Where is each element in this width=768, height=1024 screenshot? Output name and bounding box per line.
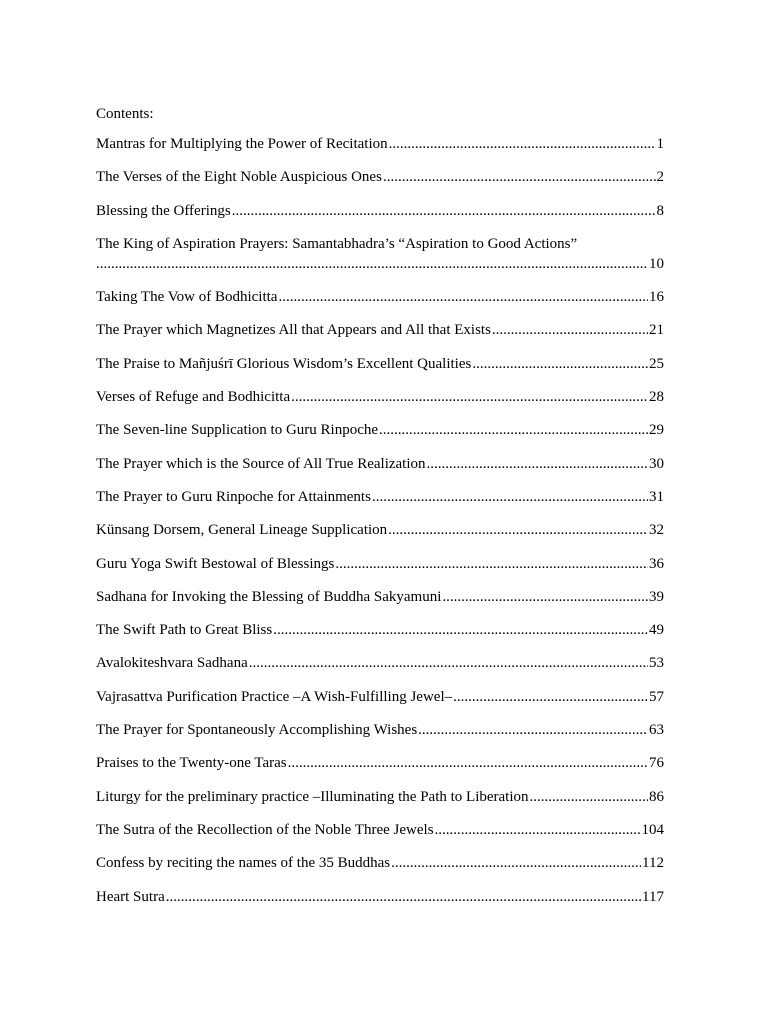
toc-entry[interactable] [96, 653, 664, 673]
toc-entry-page: 39 [649, 588, 664, 605]
toc-entry[interactable] [96, 387, 664, 407]
toc-entry-page: 32 [649, 522, 664, 539]
toc-entry-title: Vajrasattva Purification Practice –A Wish-Fulfilling Jewel– [96, 688, 453, 705]
toc-entry-title: Confess by reciting the names of the 35 Buddhas [96, 855, 391, 872]
contents-heading: Contents: [96, 106, 154, 122]
toc-entry-page: 25 [649, 355, 664, 372]
toc-entry-page: 31 [649, 488, 664, 505]
toc-dot-leader [288, 753, 648, 773]
toc-dot-leader [391, 853, 641, 873]
toc-entry-page: 57 [649, 688, 664, 705]
toc-entry-page: 2 [656, 169, 664, 186]
toc-dot-leader [335, 554, 648, 574]
toc-entry-page: 36 [649, 555, 664, 572]
toc-entry-title: The Verses of the Eight Noble Auspicious Ones [96, 169, 382, 186]
toc-entry-title: Verses of Refuge and Bodhicitta [96, 389, 291, 406]
toc-entry-page: 1 [656, 136, 664, 152]
toc-entry[interactable] [96, 320, 664, 340]
toc-entry[interactable] [96, 167, 664, 187]
toc-dot-leader [379, 420, 648, 440]
toc-dot-leader [435, 820, 641, 840]
toc-entry-title: The Prayer which Magnetizes All that Appears and All that Exists [96, 322, 491, 339]
toc-entry-title: The King of Aspiration Prayers: Samantabhadra’s “Aspiration to Good Actions” [96, 235, 578, 252]
toc-entry-page: 53 [649, 655, 664, 672]
toc-entry-page: 8 [656, 202, 664, 219]
toc-dot-leader [530, 787, 648, 807]
toc-entry[interactable] [96, 287, 664, 307]
toc-dot-leader [492, 320, 648, 340]
toc-dot-leader [389, 134, 656, 154]
toc-entry-title: Taking The Vow of Bodhicitta [96, 289, 278, 306]
toc-entry-title: Mantras for Multiplying the Power of Recitation [96, 136, 388, 152]
toc-entry[interactable] [96, 587, 664, 607]
toc-entry-title: The Prayer which is the Source of All True Realization [96, 455, 426, 472]
toc-entry-leader-line [96, 254, 664, 274]
toc-entry-page: 112 [642, 855, 664, 872]
toc-entry[interactable] [96, 687, 664, 707]
toc-entry-page: 49 [649, 622, 664, 639]
toc-entry-page: 10 [649, 255, 664, 272]
toc-entry-page: 76 [649, 755, 664, 772]
toc-dot-leader [232, 201, 656, 221]
toc-entry-title: Guru Yoga Swift Bestowal of Blessings [96, 555, 335, 572]
toc-dot-leader [383, 167, 656, 187]
toc-dot-leader [278, 287, 648, 307]
toc-dot-leader [273, 620, 648, 640]
toc-entry[interactable] [96, 520, 664, 540]
toc-dot-leader [166, 887, 641, 907]
toc-list [96, 134, 664, 907]
toc-entry-title: Künsang Dorsem, General Lineage Supplication [96, 522, 388, 539]
toc-entry[interactable] [96, 820, 664, 840]
toc-entry-page: 29 [649, 422, 664, 439]
toc-dot-leader [442, 587, 648, 607]
toc-entry-title: The Seven-line Supplication to Guru Rinpoche [96, 422, 379, 439]
toc-entry[interactable] [96, 887, 664, 907]
toc-entry-title: The Prayer for Spontaneously Accomplishing Wishes [96, 722, 418, 739]
toc-entry[interactable] [96, 853, 664, 873]
toc-entry-page: 30 [649, 455, 664, 472]
toc-entry[interactable] [96, 487, 664, 507]
toc-entry-title: The Prayer to Guru Rinpoche for Attainments [96, 488, 371, 505]
toc-entry-title: The Swift Path to Great Bliss [96, 622, 273, 639]
toc-entry[interactable] [96, 420, 664, 440]
toc-dot-leader [249, 653, 648, 673]
toc-dot-leader [472, 354, 648, 374]
toc-entry-title: Liturgy for the preliminary practice –Illuminating the Path to Liberation [96, 788, 529, 805]
toc-dot-leader [427, 454, 648, 474]
table-of-contents [96, 104, 664, 920]
toc-entry-title: Praises to the Twenty-one Taras [96, 755, 287, 772]
toc-entry-title: The Sutra of the Recollection of the Noble Three Jewels [96, 821, 434, 838]
toc-dot-leader [372, 487, 648, 507]
toc-entry[interactable] [96, 354, 664, 374]
toc-entry-title: Avalokiteshvara Sadhana [96, 655, 248, 672]
toc-entry-page: 16 [649, 289, 664, 306]
toc-dot-leader [453, 687, 648, 707]
toc-entry-title: Heart Sutra [96, 888, 165, 905]
toc-entry[interactable] [96, 753, 664, 773]
toc-dot-leader [388, 520, 648, 540]
toc-dot-leader [291, 387, 648, 407]
toc-entry[interactable] [96, 454, 664, 474]
toc-entry-title: The Praise to Mañjuśrī Glorious Wisdom’s Excellent Qualities [96, 355, 472, 372]
toc-entry[interactable] [96, 787, 664, 807]
toc-dot-leader [96, 254, 648, 274]
toc-entry-page: 21 [649, 322, 664, 339]
toc-entry-page: 63 [649, 722, 664, 739]
toc-entry[interactable] [96, 554, 664, 574]
toc-entry-title: Sadhana for Invoking the Blessing of Buddha Sakyamuni [96, 588, 442, 605]
toc-entry-title: Blessing the Offerings [96, 202, 231, 219]
toc-entry[interactable] [96, 234, 664, 274]
toc-entry-page: 117 [642, 888, 664, 905]
toc-dot-leader [418, 720, 648, 740]
toc-entry[interactable] [96, 201, 664, 221]
toc-entry-page: 86 [649, 788, 664, 805]
toc-entry[interactable] [96, 720, 664, 740]
toc-entry[interactable] [96, 620, 664, 640]
toc-entry-page: 28 [649, 389, 664, 406]
toc-entry-page: 104 [641, 821, 664, 838]
toc-entry[interactable] [96, 134, 664, 154]
